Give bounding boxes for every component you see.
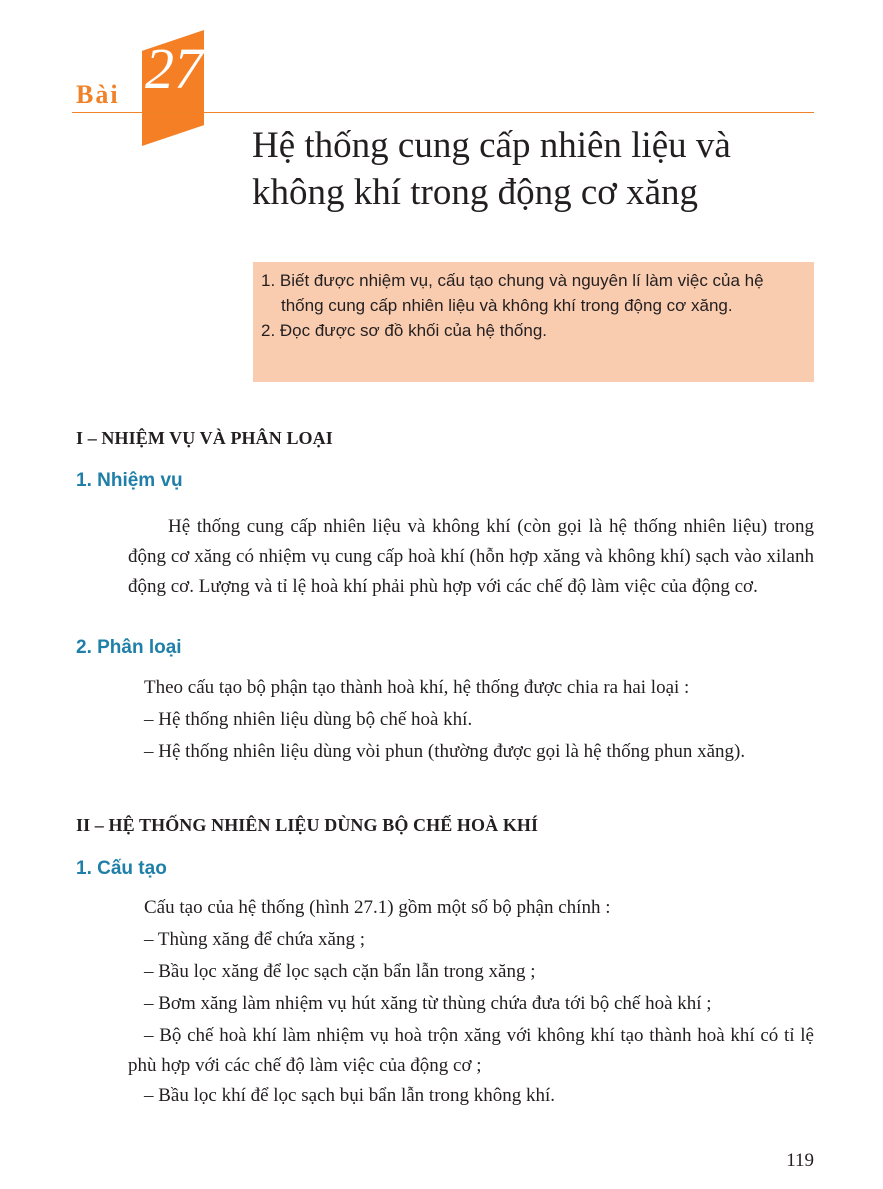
- objectives-box: [253, 262, 814, 382]
- page-number: 119: [786, 1150, 814, 1171]
- list-item: – Bơm xăng làm nhiệm vụ hút xăng từ thùng chứa đưa tới bộ chế hoà khí ;: [144, 993, 712, 1014]
- list-item: – Bộ chế hoà khí làm nhiệm vụ hoà trộn xăng với không khí tạo thành hoà khí có tỉ lệ phù hợp với các chế độ làm việc của động cơ ;: [128, 1025, 814, 1076]
- lesson-title-line-2: không khí trong động cơ xăng: [252, 172, 699, 213]
- header-rule: [72, 112, 814, 113]
- objective-item: 1. Biết được nhiệm vụ, cấu tạo chung và nguyên lí làm việc của hệ thống cung cấp nhiên liệu và không khí trong động cơ xăng.: [261, 271, 764, 315]
- list-item: – Bầu lọc xăng để lọc sạch cặn bẩn lẫn trong xăng ;: [144, 961, 536, 982]
- lesson-number: 27: [145, 36, 203, 101]
- lesson-title-line-1: Hệ thống cung cấp nhiên liệu và: [252, 125, 731, 166]
- objective-item: 2. Đọc được sơ đồ khối của hệ thống.: [261, 321, 548, 340]
- sub-heading: 2. Phân loại: [76, 637, 182, 658]
- paragraph: Hệ thống cung cấp nhiên liệu và không khí (còn gọi là hệ thống nhiên liệu) trong động cơ xăng có nhiệm vụ cung cấp hoà khí (hỗn hợp xăng và không khí) sạch vào xilanh động cơ. Lượng và tỉ lệ hoà khí phải phù hợp với các chế độ làm việc của động cơ.: [128, 516, 814, 597]
- lesson-title: [252, 122, 832, 216]
- section-heading: II – HỆ THỐNG NHIÊN LIỆU DÙNG BỘ CHẾ HOÀ KHÍ: [76, 815, 539, 835]
- sub-heading: 1. Nhiệm vụ: [76, 470, 183, 491]
- paragraph: Theo cấu tạo bộ phận tạo thành hoà khí, hệ thống được chia ra hai loại :: [144, 677, 690, 698]
- list-item: – Hệ thống nhiên liệu dùng vòi phun (thường được gọi là hệ thống phun xăng).: [144, 741, 746, 762]
- paragraph: Cấu tạo của hệ thống (hình 27.1) gồm một số bộ phận chính :: [144, 897, 611, 918]
- sub-heading: 1. Cấu tạo: [76, 858, 167, 879]
- lesson-label: Bài: [76, 80, 120, 109]
- list-item: – Thùng xăng để chứa xăng ;: [144, 929, 366, 950]
- list-item: – Hệ thống nhiên liệu dùng bộ chế hoà khí.: [144, 709, 473, 730]
- list-item: – Bầu lọc khí để lọc sạch bụi bẩn lẫn trong không khí.: [144, 1085, 556, 1106]
- section-heading: I – NHIỆM VỤ VÀ PHÂN LOẠI: [76, 428, 333, 448]
